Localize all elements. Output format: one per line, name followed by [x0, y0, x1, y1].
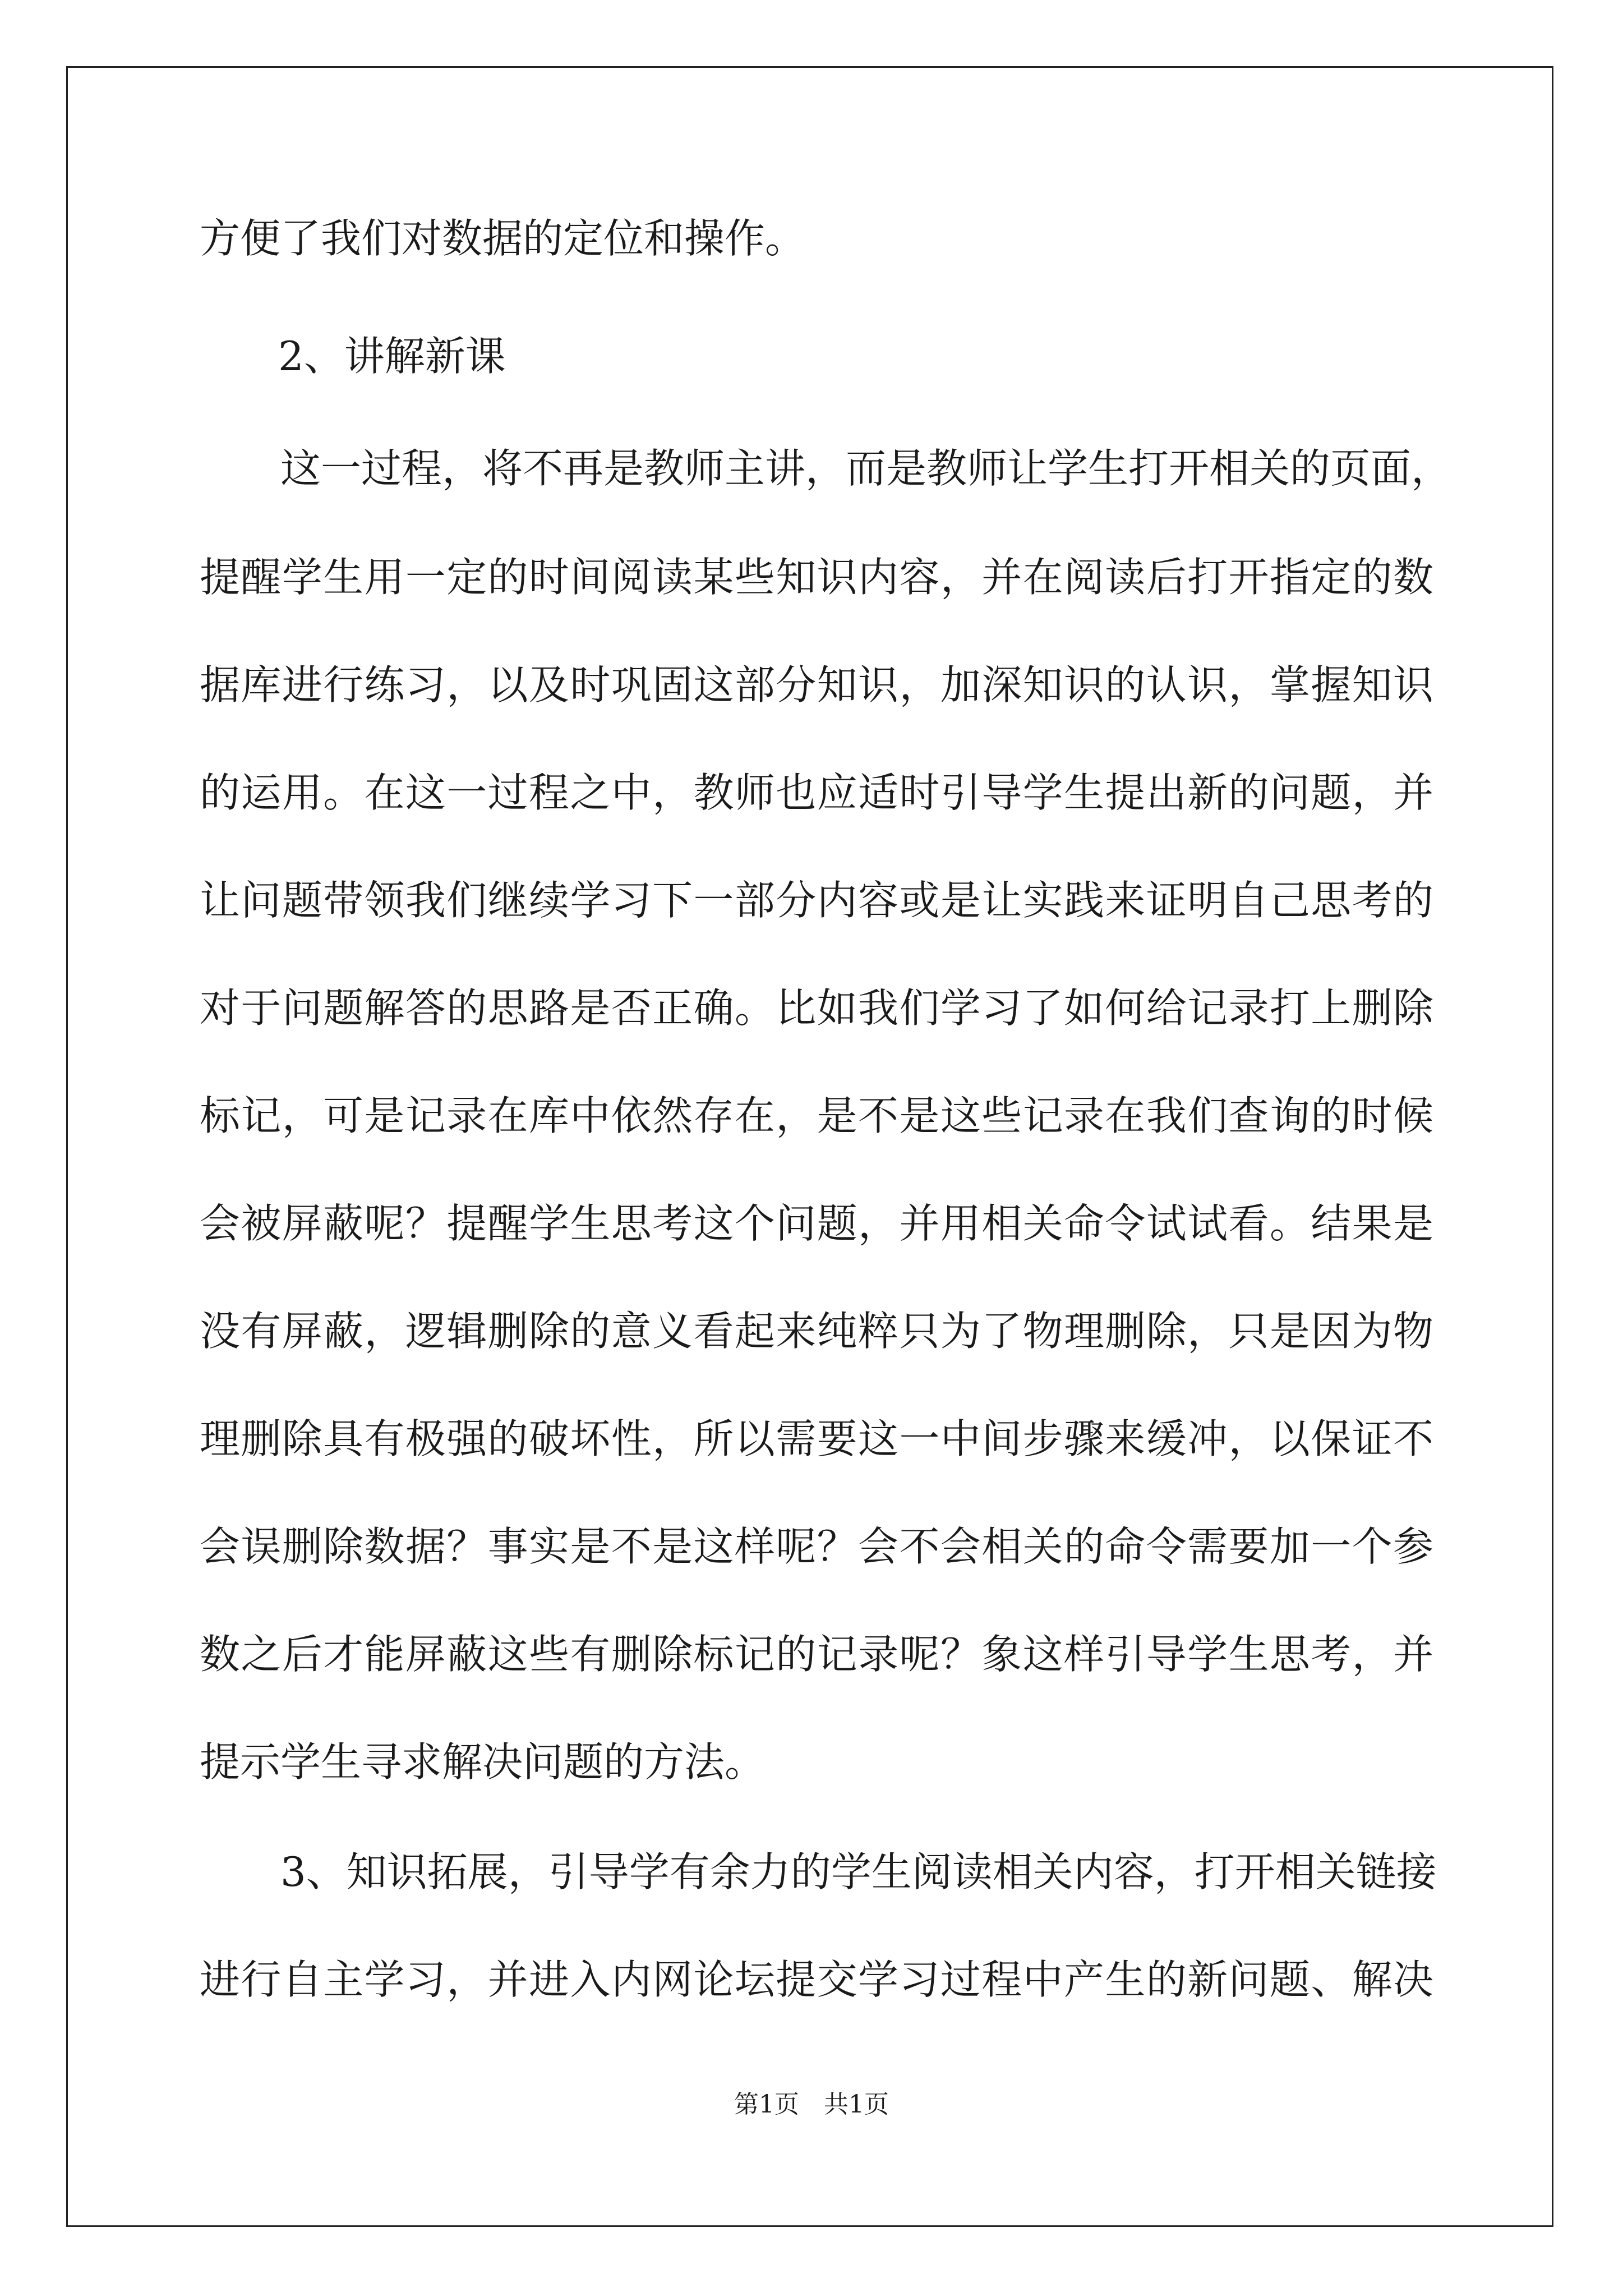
page-border: [66, 66, 1553, 2227]
text-line: 提示学生寻求解决问题的方法。: [200, 1738, 766, 1786]
text-line: 的运用。在这一过程之中，教师也应适时引导学生提出新的问题，并: [200, 769, 1433, 816]
text-line: 会被屏蔽呢？提醒学生思考这个问题，并用相关命令试试看。结果是: [200, 1200, 1433, 1247]
text-line: 会误删除数据？事实是不是这样呢？会不会相关的命令需要加一个参: [200, 1523, 1433, 1570]
text-line: 据库进行练习，以及时巩固这部分知识，加深知识的认识，掌握知识: [200, 661, 1433, 708]
text-line: 理删除具有极强的破坏性，所以需要这一中间步骤来缓冲，以保证不: [200, 1415, 1433, 1462]
text-line: 没有屏蔽，逻辑删除的意义看起来纯粹只为了物理删除，只是因为物: [200, 1308, 1433, 1355]
text-line: 进行自主学习，并进入内网论坛提交学习过程中产生的新问题、解决: [200, 1956, 1433, 2003]
page-number: 第1页 共1页: [734, 2090, 889, 2119]
text-line: 数之后才能屏蔽这些有删除标记的记录呢？象这样引导学生思考，并: [200, 1631, 1433, 1678]
section-heading: 2、讲解新课: [278, 333, 506, 380]
text-line: 方便了我们对数据的定位和操作。: [200, 215, 806, 262]
text-line: 3、知识拓展，引导学有余力的学生阅读相关内容，打开相关链接: [280, 1848, 1437, 1895]
text-line: 让问题带领我们继续学习下一部分内容或是让实践来证明自己思考的: [200, 877, 1433, 924]
text-line: 提醒学生用一定的时间阅读某些知识内容，并在阅读后打开指定的数: [200, 554, 1433, 601]
text-line: 标记，可是记录在库中依然存在，是不是这些记录在我们查询的时候: [200, 1092, 1433, 1139]
text-line: 对于问题解答的思路是否正确。比如我们学习了如何给记录打上删除: [200, 984, 1433, 1032]
text-line: 这一过程，将不再是教师主讲，而是教师让学生打开相关的页面，: [280, 445, 1452, 492]
